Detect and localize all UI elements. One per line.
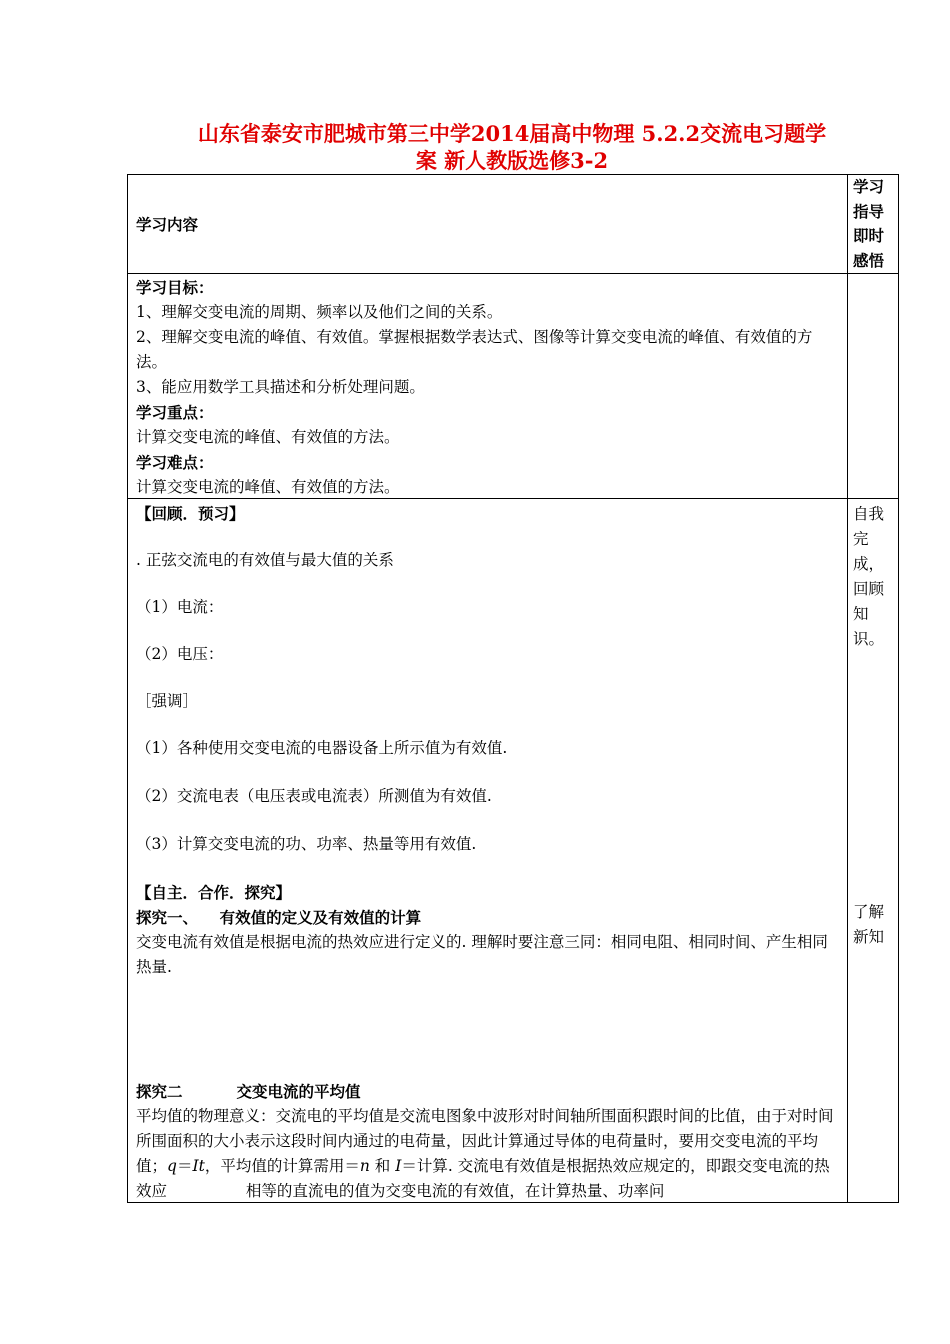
- math-symbol: It: [192, 1157, 205, 1175]
- column-divider: [847, 174, 848, 1203]
- review-section: [136, 501, 842, 857]
- math-symbol: I: [395, 1157, 402, 1175]
- math-symbol: n: [359, 1157, 370, 1175]
- text-run: 平均值的物理意义：交流电的平均值是交流电图象中波形对时间轴所围面积跟时间的比值，由于对时间所围面积的大小表示这段时间内通过的电荷量，因此计算通过导体的电荷量时，要用交变电流的平均值；: [136, 1107, 834, 1175]
- inquiry-part2-text: [136, 1104, 842, 1204]
- side-note-line: 回顾: [853, 580, 885, 598]
- objectives-heading: 学习目标：: [136, 278, 214, 297]
- side-note-line: 成，: [853, 555, 885, 573]
- inquiry-part1-text: 交变电流有效值是根据电流的热效应进行定义的. 理解时要注意三同：相同电阻、相同时间、产生相同热量.: [136, 933, 828, 976]
- review-heading: 【回顾．预习】: [136, 504, 245, 523]
- review-current: （1）电流：: [136, 598, 224, 616]
- side-note-line: 知: [853, 605, 869, 623]
- document-title: [127, 120, 897, 174]
- difficult-point-text: 计算交变电流的峰值、有效值的方法。: [136, 478, 400, 496]
- inquiry-part2-title: 探究二 交变电流的平均值: [136, 1082, 361, 1101]
- text-run: ＝计算. 交流电有效值是根据热效应规定的，即跟交变电流的热效应: [136, 1157, 830, 1200]
- title-line-1: 山东省泰安市肥城市第三中学2014届高中物理 5.2.2交流电习题学: [197, 121, 827, 146]
- inquiry-part1-title: 探究一、 有效值的定义及有效值的计算: [136, 908, 422, 927]
- inquiry-section: [136, 880, 842, 980]
- difficult-point-heading: 学习难点：: [136, 453, 214, 472]
- key-point-heading: 学习重点：: [136, 403, 214, 422]
- review-side-note: [853, 502, 895, 652]
- key-point-text: 计算交变电流的峰值、有效值的方法。: [136, 428, 400, 446]
- side-note-line: 了解: [853, 903, 885, 921]
- math-symbol: q: [167, 1157, 177, 1175]
- guide-header-line: 学习: [853, 177, 885, 196]
- side-note-line: 新知: [853, 928, 885, 946]
- inquiry-part2: [136, 1079, 842, 1204]
- text-run: 相等的直流电的值为交变电流的有效值，在计算热量、功率问: [245, 1182, 665, 1200]
- objective-item: 3、能应用数学工具描述和分析处理问题。: [136, 378, 425, 396]
- objectives-section: [136, 275, 842, 500]
- row-divider-header: [127, 273, 899, 274]
- review-intro: . 正弦交流电的有效值与最大值的关系: [136, 551, 394, 569]
- objective-item: 2、理解交变电流的峰值、有效值。掌握根据数学表达式、图像等计算交变电流的峰值、有效值的方法。: [136, 328, 813, 371]
- guide-header-line: 指导: [853, 201, 885, 221]
- review-emphasis: ［强调］: [136, 692, 199, 710]
- review-voltage: （2）电压：: [136, 645, 224, 663]
- text-run: 和: [369, 1157, 396, 1175]
- text-run: ，平均值的计算需用＝: [204, 1157, 360, 1175]
- review-note: （2）交流电表（电压表或电流表）所测值为有效值.: [136, 787, 492, 805]
- side-note-line: 自我: [853, 505, 885, 523]
- review-note: （1）各种使用交变电流的电器设备上所示值为有效值.: [136, 739, 508, 757]
- review-note: （3）计算交变电流的功、功率、热量等用有效值.: [136, 835, 477, 853]
- inquiry-side-note: [853, 900, 895, 950]
- objective-item: 1、理解交变电流的周期、频率以及他们之间的关系。: [136, 303, 503, 321]
- guide-header-line: 即时: [853, 226, 885, 245]
- guide-header: [853, 175, 895, 273]
- text-gap: [167, 1182, 246, 1200]
- content-header: 学习内容: [136, 215, 199, 234]
- inquiry-heading: 【自主．合作．探究】: [136, 883, 292, 902]
- side-note-line: 完: [853, 530, 869, 548]
- title-line-2: 案 新人教版选修3-2: [415, 148, 609, 173]
- side-note-line: 识。: [853, 630, 885, 648]
- text-run: ＝: [176, 1157, 193, 1175]
- guide-header-line: 感悟: [853, 250, 885, 270]
